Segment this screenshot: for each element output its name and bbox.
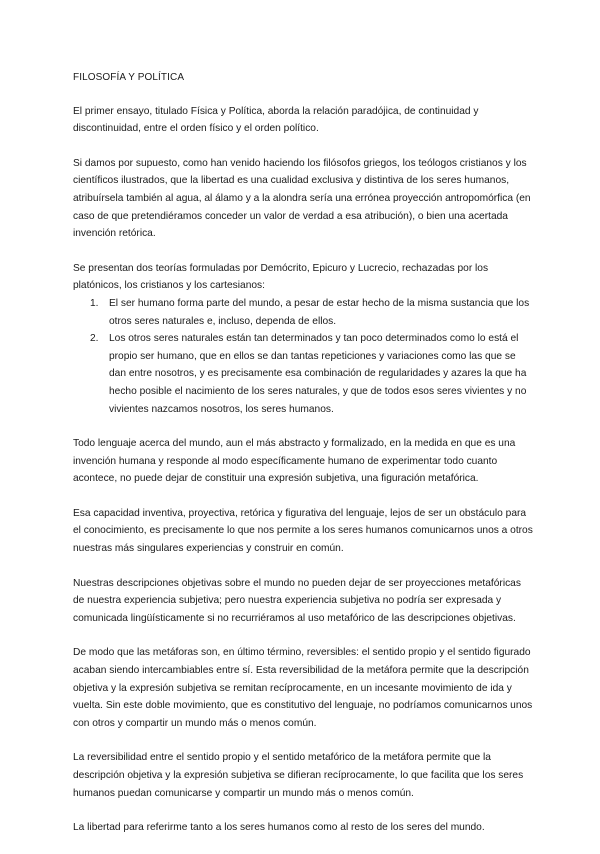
document-title: FILOSOFÍA Y POLÍTICA: [73, 72, 185, 83]
paragraph-capacity: Esa capacidad inventiva, proyectiva, retórica y figurativa del lenguaje, lejos de ser un obstáculo para el conocimiento, es precisamente lo que nos permite a los seres humanos comunicarnos unos a otros nuestras más singulares experiencias y construir en común.: [73, 507, 533, 555]
list-item: [73, 295, 535, 330]
document-body: [73, 69, 535, 854]
list-item-text: El ser humano forma parte del mundo, a pesar de estar hecho de la misma sustancia que los otros seres naturales e, incluso, dependa de ellos.: [109, 297, 530, 327]
paragraph-descriptions: Nuestras descripciones objetivas sobre el mundo no pueden dejar de ser proyecciones metafóricas de nuestra experiencia subjetiva; pero nuestra experiencia subjetiva no podría ser expresada y comunicada lingüísticamente si no recurriéramos al uso metafórico de las descripciones objetivas.: [73, 577, 521, 624]
paragraph-freedom: Si damos por supuesto, como han venido haciendo los filósofos griegos, los teólogos cristianos y los científicos ilustrados, que la libertad es una cualidad exclusiva y distintiva de los seres humanos, atribuírsela también al agua, al álamo y a la alondra sería una errónea proyección antropomórfica (en caso de que pretendiéramos conceder un valor de verdad a esa atribución), o bien una acertada invención retórica.: [73, 157, 531, 240]
list-item: [73, 330, 535, 418]
paragraph-reversibility: De modo que las metáforas son, en último término, reversibles: el sentido propio y el sentido figurado acaban siendo intercambiables entre sí. Esta reversibilidad de la metáfora permite que la descripción objetiva y la expresión subjetiva se remitan recíprocamente, en un incesante movimiento de ida y vuelta. Sin este doble movimiento, que es constitutivo del lenguaje, no podríamos comunicarnos unos con otros y compartir un mundo más o menos común.: [73, 647, 533, 729]
paragraph-language: Todo lenguaje acerca del mundo, aun el más abstracto y formalizado, en la medida en que es una invención humana y responde al modo específicamente humano de experimentar todo cuanto acontece, no puede dejar de constituir una expresión subjetiva, una figuración metafórica.: [73, 438, 516, 485]
list-item-text: Los otros seres naturales están tan determinados y tan poco determinados como lo está el propio ser humano, que en ellos se dan tantas repeticiones y variaciones como las que se dan entre nosotros, y es precisamente esa combinación de regularidades y azares la que ha hecho posible el nacimiento de los seres naturales, y que de todos esos seres vivientes y no vivientes nazcamos nosotros, los seres humanos.: [109, 333, 527, 415]
paragraph-theories: Se presentan dos teorías formuladas por Demócrito, Epicuro y Lucrecio, rechazadas por los platónicos, los cristianos y los cartesianos:: [73, 262, 489, 292]
paragraph-reversibility-summary: La reversibilidad entre el sentido propio y el sentido metafórico de la metáfora permite que la descripción objetiva y la expresión subjetiva se difieran recíprocamente, lo que facilita que los seres humanos puedan comunicarse y compartir un mundo más o menos común.: [73, 752, 524, 799]
list-item-number: 1.: [90, 297, 99, 309]
theories-list: [73, 295, 535, 418]
list-item-number: 2.: [90, 333, 99, 345]
paragraph-intro: El primer ensayo, titulado Física y Política, aborda la relación paradójica, de continuidad y discontinuidad, entre el orden físico y el orden político.: [73, 105, 479, 135]
paragraph-closing: La libertad para referirme tanto a los seres humanos como al resto de los seres del mundo.: [73, 822, 485, 834]
